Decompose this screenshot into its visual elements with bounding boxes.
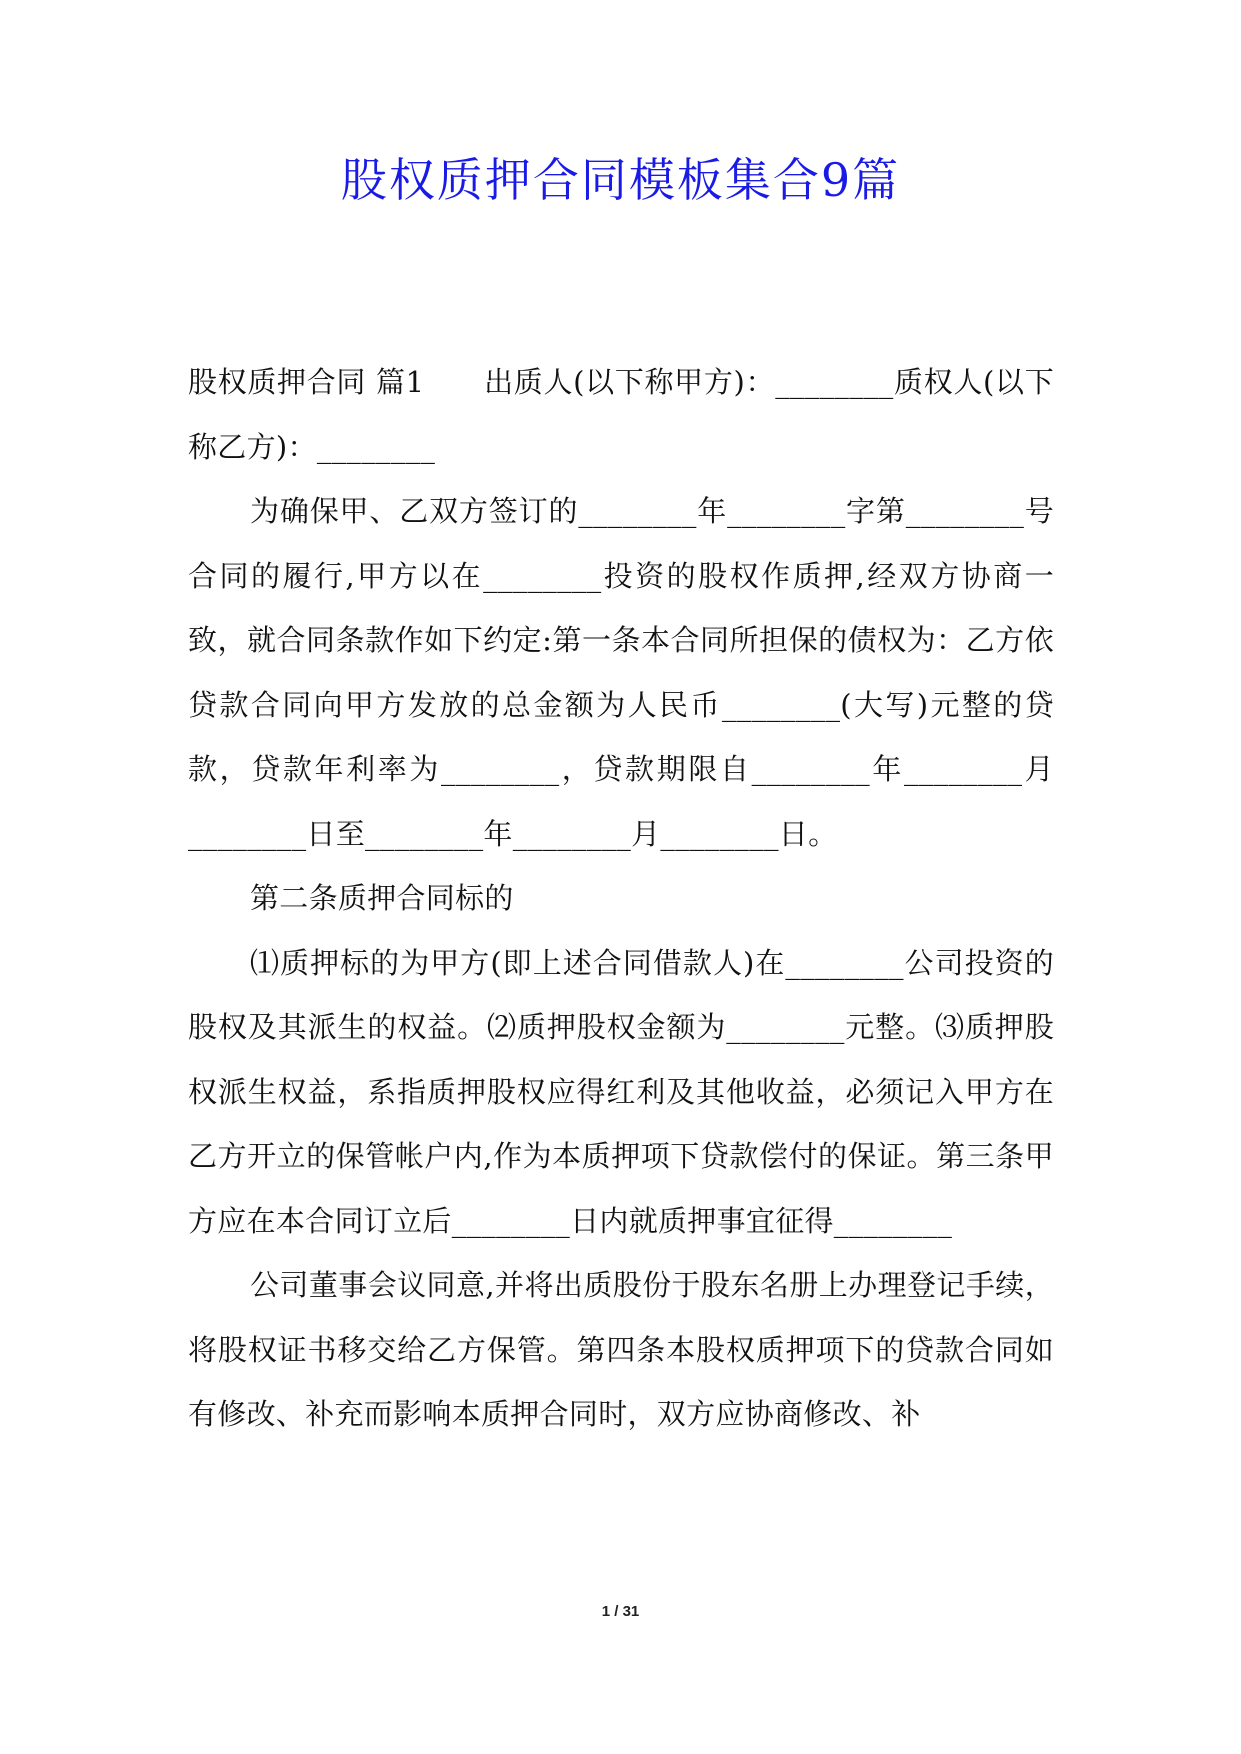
paragraph-opening: 股权质押合同 篇1 出质人(以下称甲方)：________质权人(以下称乙方)：________ <box>188 365 1054 464</box>
paragraph-article-3-continued: 公司董事会议同意,并将出质股份于股东名册上办理登记手续，将股权证书移交给乙方保管。第四条本股权质押项下的贷款合同如有修改、补充而影响本质押合同时，双方应协商修改、补 <box>188 1268 1054 1431</box>
paragraph-article-1: 为确保甲、乙双方签订的________年________字第________号合同的履行,甲方以在________投资的股权作质押,经双方协商一致，就合同条款作如下约定:第一条本合同所担保的债权为：乙方依贷款合同向甲方发放的总金额为人民币________(大写)元整的贷款，贷款年利率为________，贷款期限自________年________月________日至________年________月________日。 <box>188 494 1054 851</box>
paragraph-article-2-heading: 第二条质押合同标的 <box>250 881 514 915</box>
document-title: 股权质押合同模板集合9篇 <box>340 153 901 207</box>
page-number: 1 / 31 <box>601 1603 640 1620</box>
paragraph-article-2-body: ⑴质押标的为甲方(即上述合同借款人)在________公司投资的股权及其派生的权益。⑵质押股权金额为________元整。⑶质押股权派生权益，系指质押股权应得红利及其他收益，必须记入甲方在乙方开立的保管帐户内,作为本质押项下贷款偿付的保证。第三条甲方应在本合同订立后________日内就质押事宜征得________ <box>188 945 1054 1238</box>
document-body <box>188 350 1054 1447</box>
